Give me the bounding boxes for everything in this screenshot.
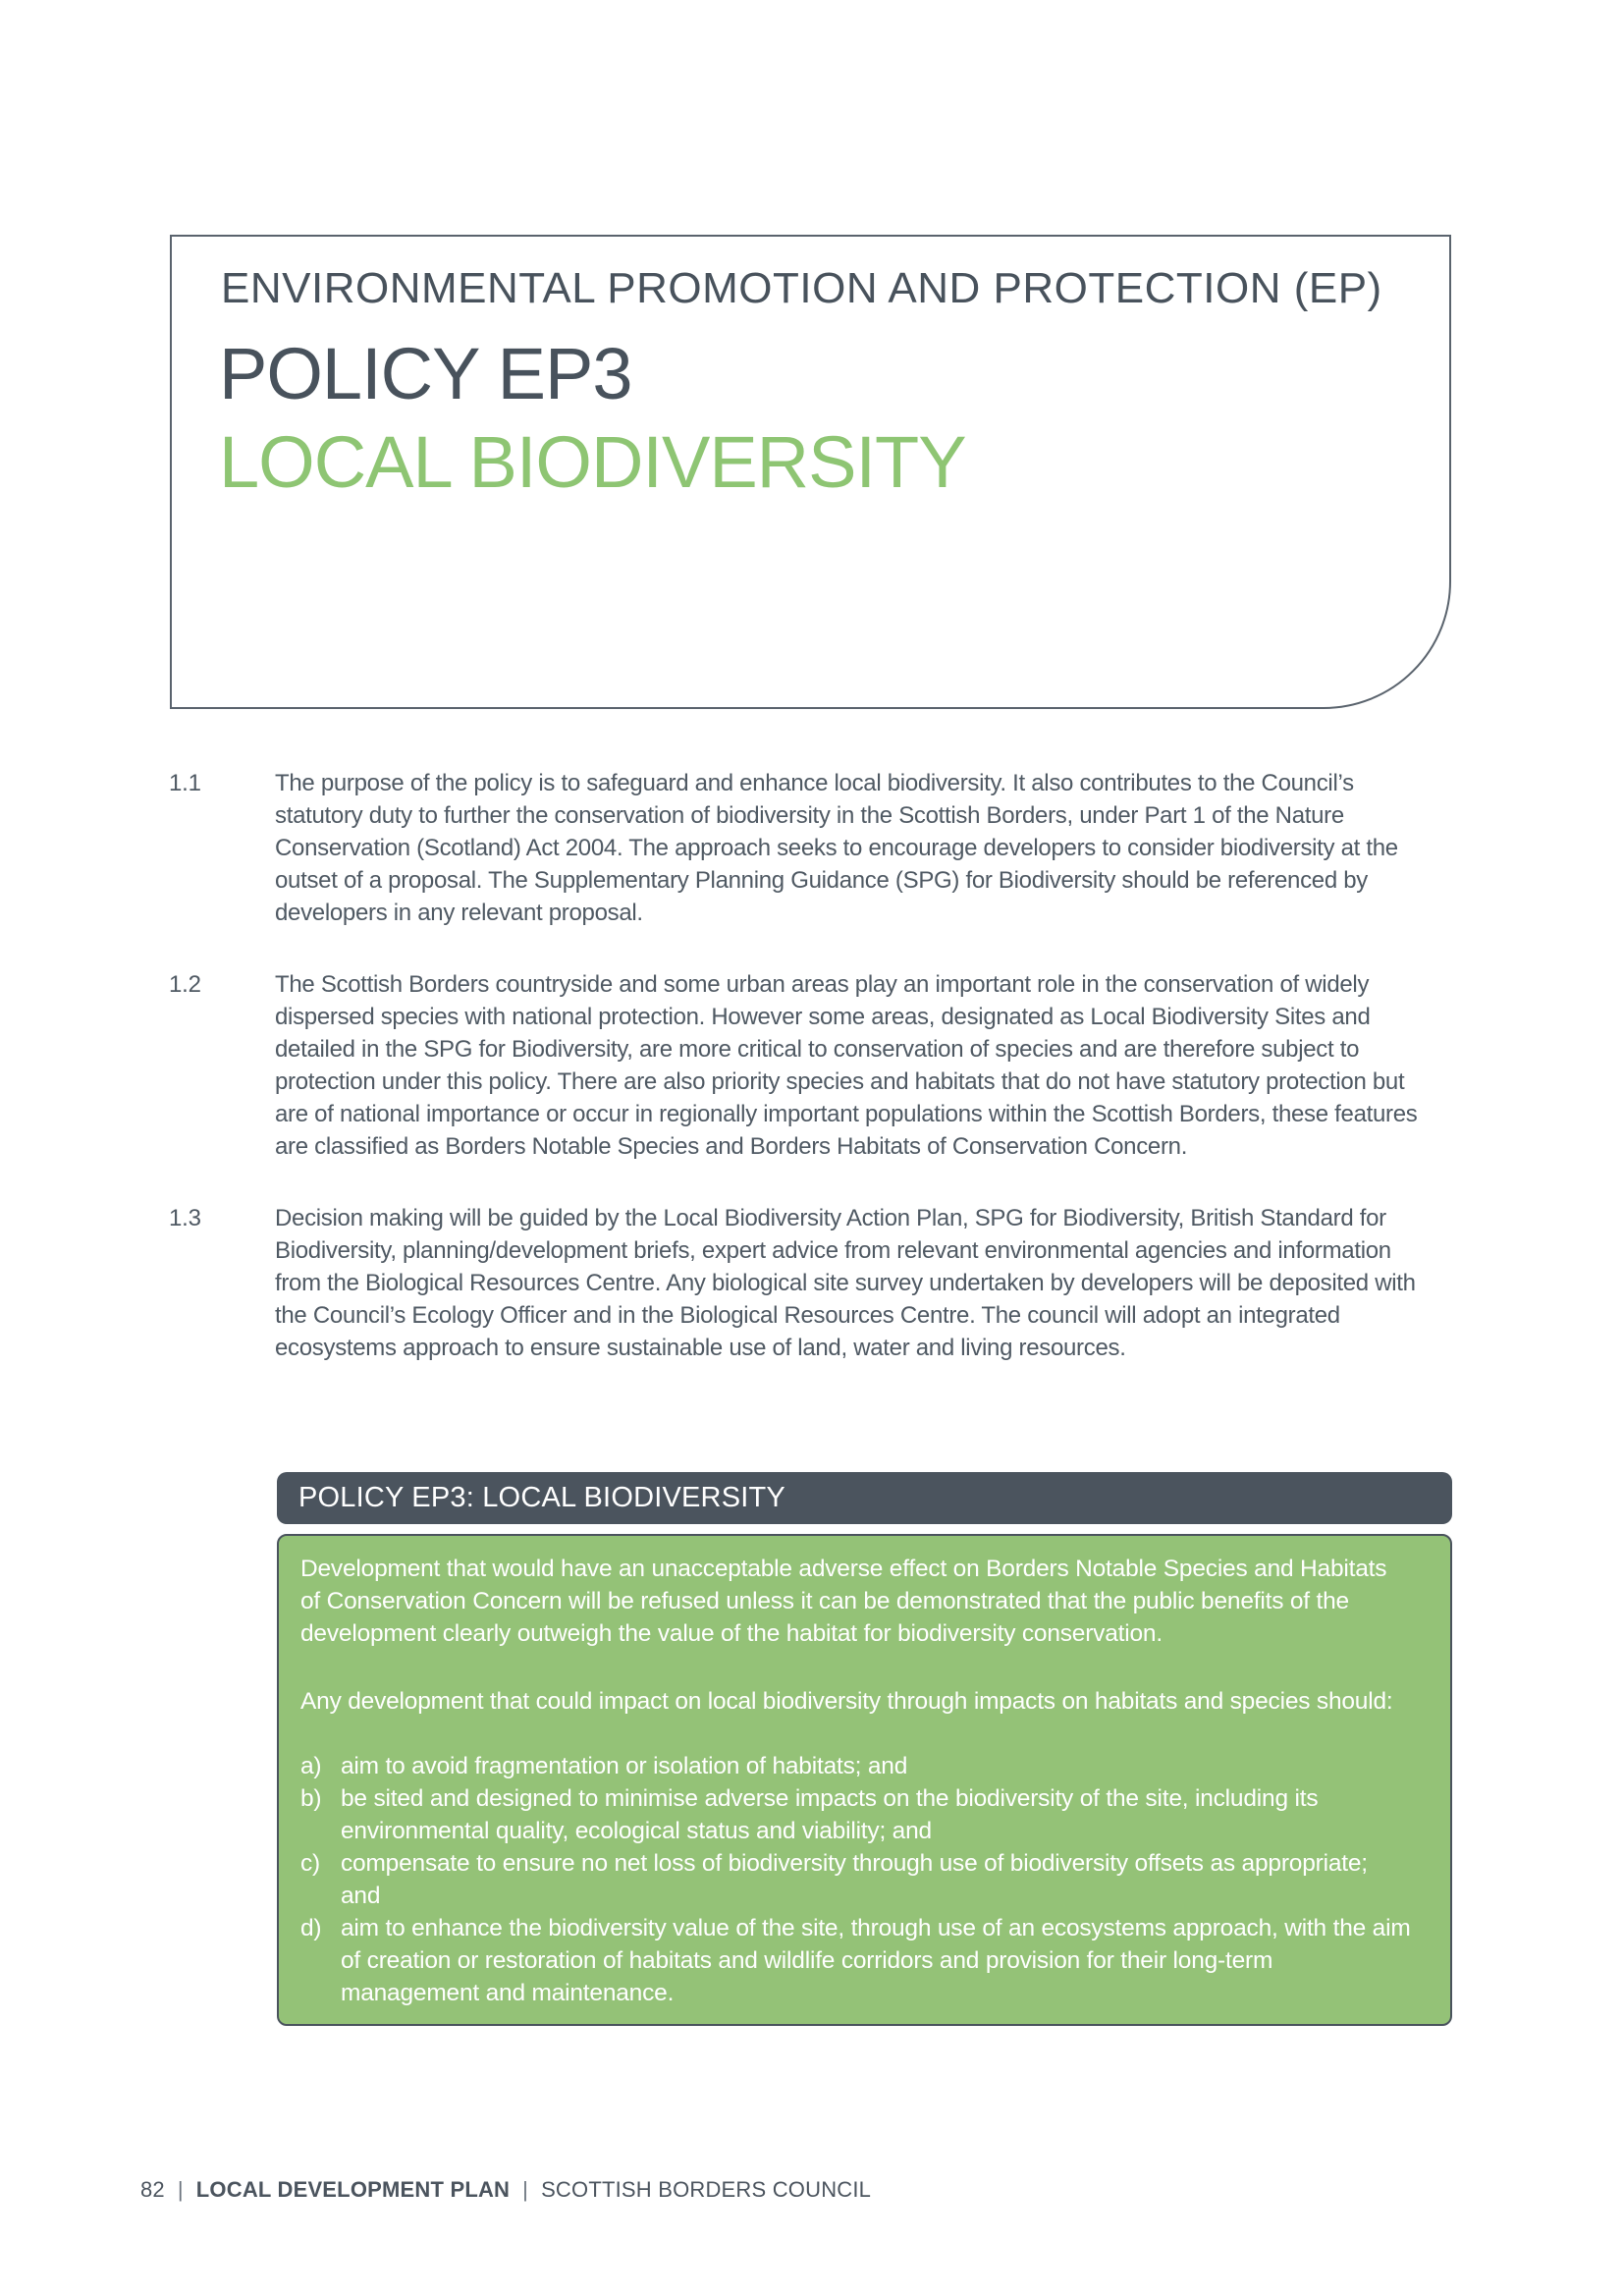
policy-number-heading: POLICY EP3 bbox=[219, 333, 632, 414]
item-label: d) bbox=[300, 1915, 322, 1941]
policy-lead-in-text: Any development that could impact on local biodiversity through impacts on habitats and species should: bbox=[300, 1688, 1393, 1715]
footer-separator: | bbox=[177, 2177, 184, 2202]
section-eyebrow: ENVIRONMENTAL PROMOTION AND PROTECTION (EP) bbox=[221, 264, 1382, 312]
paragraph-number: 1.3 bbox=[169, 1205, 201, 1231]
paragraph-number: 1.1 bbox=[169, 770, 201, 796]
list-item bbox=[300, 1750, 1411, 1782]
paragraph-number: 1.2 bbox=[169, 971, 201, 998]
policy-criteria-list bbox=[300, 1750, 1411, 2009]
council-label: SCOTTISH BORDERS COUNCIL bbox=[541, 2177, 872, 2202]
plan-label: LOCAL DEVELOPMENT PLAN bbox=[195, 2177, 511, 2202]
item-text: compensate to ensure no net loss of biodiversity through use of biodiversity offsets as appropriate; and bbox=[341, 1850, 1368, 1909]
page-footer bbox=[140, 2176, 871, 2203]
page-number: 82 bbox=[140, 2177, 165, 2202]
item-label: a) bbox=[300, 1753, 322, 1779]
item-label: b) bbox=[300, 1785, 322, 1812]
footer-separator: | bbox=[522, 2177, 529, 2202]
policy-box bbox=[277, 1534, 1452, 2026]
item-label: c) bbox=[300, 1850, 321, 1877]
body-paragraphs bbox=[169, 767, 1475, 1364]
item-text: be sited and designed to minimise adverse impacts on the biodiversity of the site, including its environmental quality, ecological status and viability; and bbox=[341, 1785, 1319, 1844]
list-item bbox=[300, 1782, 1411, 1847]
policy-header-box bbox=[170, 235, 1451, 709]
paragraph bbox=[169, 968, 1475, 1163]
list-item bbox=[300, 1847, 1411, 1912]
paragraph bbox=[169, 767, 1475, 929]
policy-box-header: POLICY EP3: LOCAL BIODIVERSITY bbox=[277, 1472, 1452, 1524]
item-text: aim to enhance the biodiversity value of the site, through use of an ecosystems approach, with the aim of creation or restoration of habitats and wildlife corridors and provision for their long-term management and maintenance. bbox=[341, 1915, 1411, 2006]
item-text: aim to avoid fragmentation or isolation of habitats; and bbox=[341, 1753, 908, 1779]
policy-title-heading: LOCAL BIODIVERSITY bbox=[219, 421, 966, 503]
paragraph-text: The Scottish Borders countryside and some urban areas play an important role in the conservation of widely dispersed species with national protection. However some areas, designated as Local Biodiversity Sites and detailed in the SPG for Biodiversity, are more critical to conservation of species and are therefore subject to protection under this policy. There are also priority species and habitats that do not have statutory protection but are of national importance or occur in regionally important populations within the Scottish Borders, these features are classified as Borders Notable Species and Borders Habitats of Conservation Concern. bbox=[275, 971, 1418, 1160]
list-item bbox=[300, 1912, 1411, 2009]
policy-intro-text: Development that would have an unacceptable adverse effect on Borders Notable Species and Habitats of Conservation Concern will be refused unless it can be demonstrated that the public benefits of the development clearly outweigh the value of the habitat for biodiversity conservation. bbox=[300, 1556, 1387, 1647]
paragraph-text: The purpose of the policy is to safeguard and enhance local biodiversity. It also contributes to the Council’s statutory duty to further the conservation of biodiversity in the Scottish Borders, under Part 1 of the Nature Conservation (Scotland) Act 2004. The approach seeks to encourage developers to consider biodiversity at the outset of a proposal. The Supplementary Planning Guidance (SPG) for Biodiversity should be referenced by developers in any relevant proposal. bbox=[275, 770, 1398, 926]
paragraph-text: Decision making will be guided by the Local Biodiversity Action Plan, SPG for Biodiversity, British Standard for Biodiversity, planning/development briefs, expert advice from relevant environmental agencies and information from the Biological Resources Centre. Any biological site survey undertaken by developers will be deposited with the Council’s Ecology Officer and in the Biological Resources Centre. The council will adopt an integrated ecosystems approach to ensure sustainable use of land, water and living resources. bbox=[275, 1205, 1416, 1361]
paragraph bbox=[169, 1202, 1475, 1364]
